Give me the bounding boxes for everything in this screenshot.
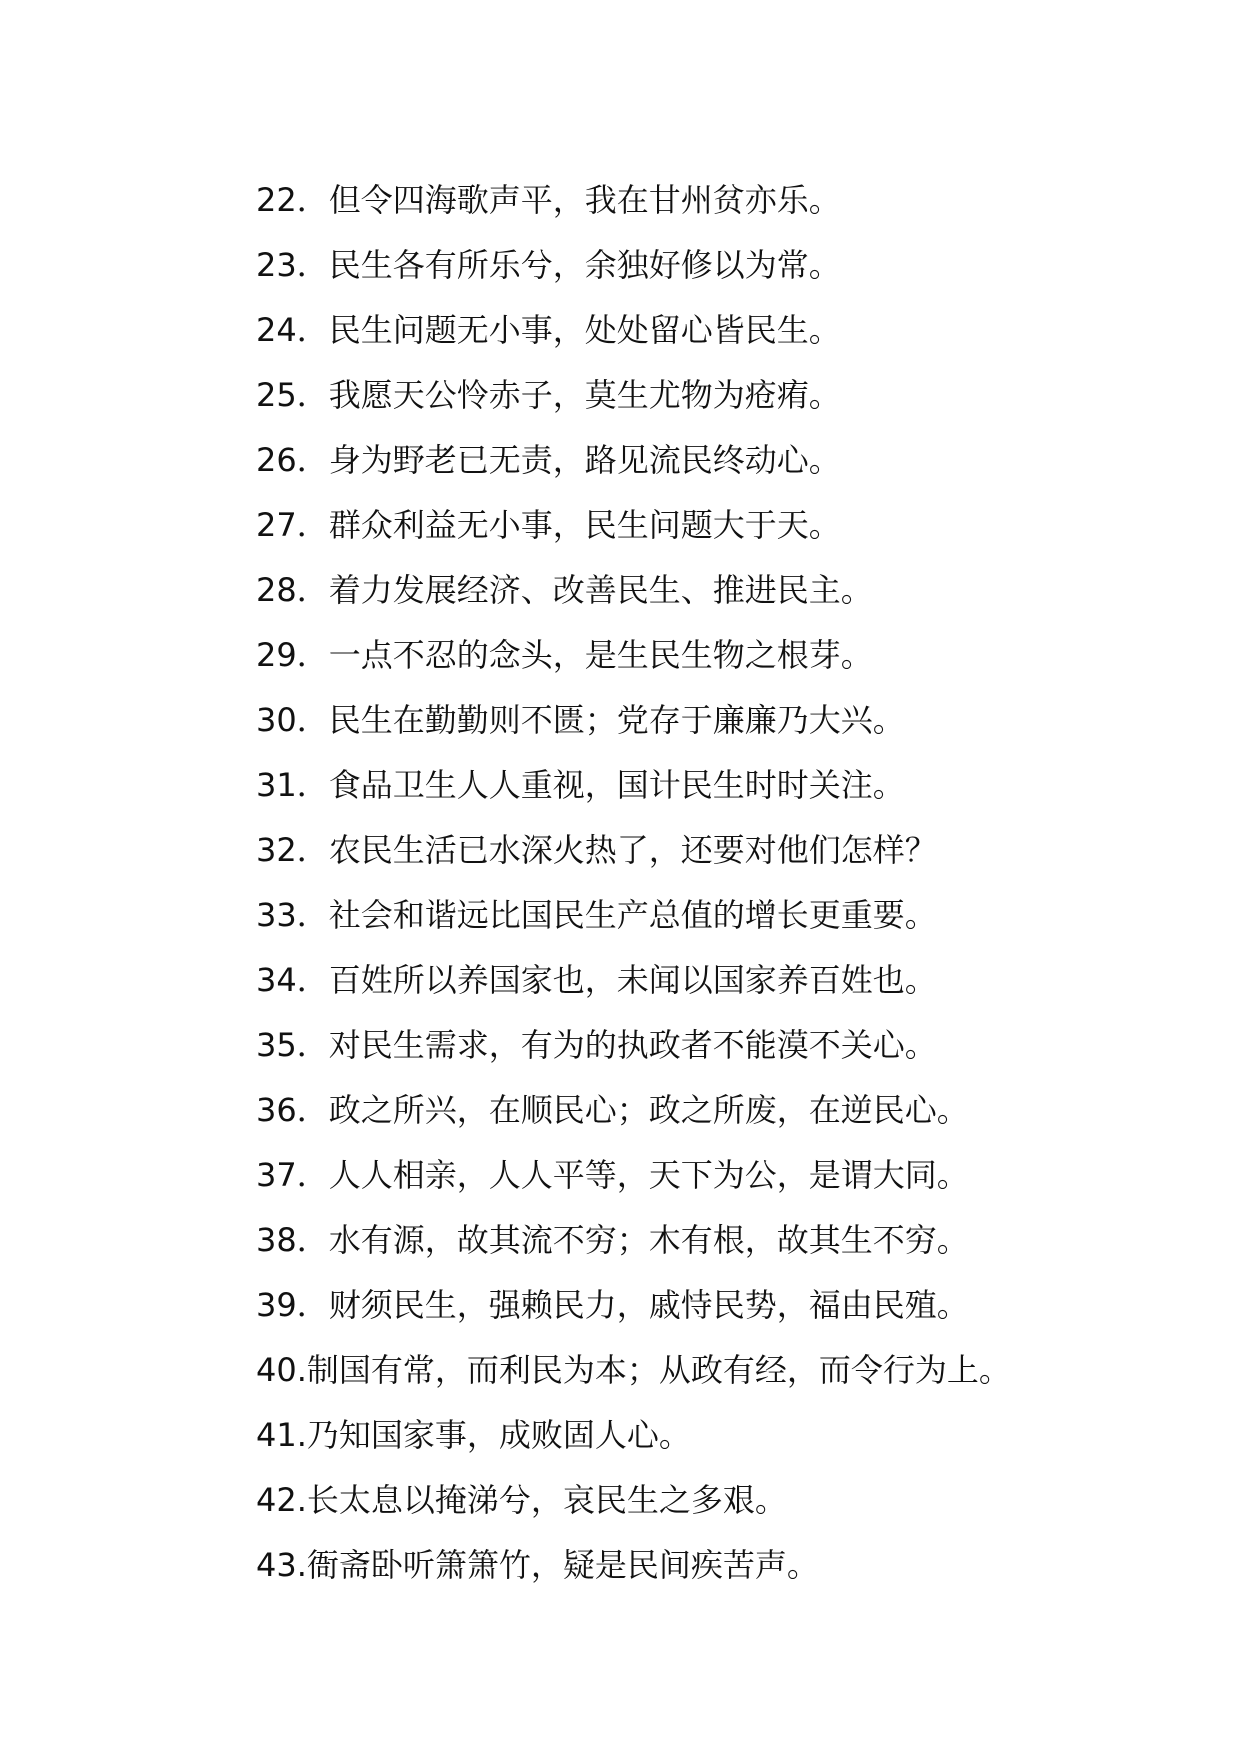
quote-line: 39．财须民生，强赖民力，戚恃民势，福由民殖。 xyxy=(256,1286,969,1324)
quote-list xyxy=(256,168,1011,1598)
quote-line: 41.乃知国家事，成败固人心。 xyxy=(256,1416,691,1454)
quote-line: 32．农民生活已水深火热了，还要对他们怎样？ xyxy=(256,831,937,869)
quote-line: 28．着力发展经济、改善民生、推进民主。 xyxy=(256,571,873,609)
quote-line: 23．民生各有所乐兮，余独好修以为常。 xyxy=(256,246,841,284)
quote-line: 36．政之所兴，在顺民心；政之所废，在逆民心。 xyxy=(256,1091,969,1129)
quote-line: 27．群众利益无小事，民生问题大于天。 xyxy=(256,506,841,544)
quote-line: 24．民生问题无小事，处处留心皆民生。 xyxy=(256,311,841,349)
quote-line: 37．人人相亲，人人平等，天下为公，是谓大同。 xyxy=(256,1156,969,1194)
quote-line: 40.制国有常，而利民为本；从政有经，而令行为上。 xyxy=(256,1351,1011,1389)
quote-line: 30．民生在勤勤则不匮；党存于廉廉乃大兴。 xyxy=(256,701,905,739)
quote-line: 35．对民生需求，有为的执政者不能漠不关心。 xyxy=(256,1026,937,1064)
quote-line: 31．食品卫生人人重视，国计民生时时关注。 xyxy=(256,766,905,804)
quote-line: 43.衙斋卧听箫箫竹，疑是民间疾苦声。 xyxy=(256,1546,819,1584)
quote-line: 33．社会和谐远比国民生产总值的增长更重要。 xyxy=(256,896,937,934)
quote-line: 34．百姓所以养国家也，未闻以国家养百姓也。 xyxy=(256,961,937,999)
quote-line: 42.长太息以掩涕兮，哀民生之多艰。 xyxy=(256,1481,787,1519)
quote-line: 38．水有源，故其流不穷；木有根，故其生不穷。 xyxy=(256,1221,969,1259)
quote-line: 25．我愿天公怜赤子，莫生尤物为疮痏。 xyxy=(256,376,841,414)
quote-line: 29．一点不忍的念头，是生民生物之根芽。 xyxy=(256,636,873,674)
quote-line: 22．但令四海歌声平，我在甘州贫亦乐。 xyxy=(256,181,841,219)
quote-line: 26．身为野老已无责，路见流民终动心。 xyxy=(256,441,841,479)
